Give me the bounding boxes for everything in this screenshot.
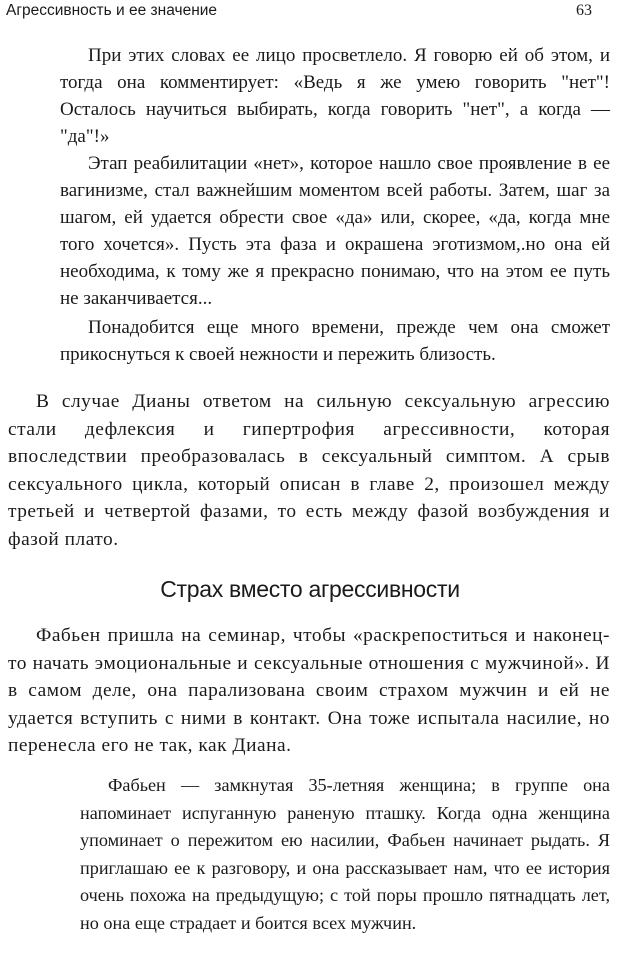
quote-paragraph-2: Этап реабилитации «нет», которое нашло свое проявление в ее вагинизме, стал важнейшим моментом всей работы. Затем, шаг за шагом, ей удается обрести свое «да» или, скорее, «да, когда мне того хочется». Пусть эта фаза и окрашена эготизмом,.но она ей необходима, к тому же я прекрасно понимаю, что на этом ее путь не заканчивается... bbox=[60, 153, 610, 309]
page-header bbox=[6, 2, 592, 24]
body-paragraph-1: В случае Дианы ответом на сильную сексуальную агрессию стали дефлексия и гипертрофия агрессивности, которая впоследствии преобразовалась в сексуальный симптом. А срыв сексуального цикла, который описан в главе 2, произошел между третьей и четвертой фазами, то есть между фазой возбуждения и фазой плато. bbox=[8, 391, 610, 550]
body-paragraph-2: Фабьен пришла на семинар, чтобы «раскрепоститься и наконец-то начать эмоциональные и сексуальные отношения с мужчиной». И в самом деле, она парализована своим страхом мужчин и ей не удается вступить с ними в контакт. Она тоже испытала насилие, но перенесла его не так, как Диана. bbox=[8, 625, 610, 756]
quote-paragraph-1: При этих словах ее лицо просветлело. Я говорю ей об этом, и тогда она комментирует: «Ведь я же умею говорить "нет"! Осталось научиться выбирать, когда говорить "нет", а когда — "да"!» bbox=[60, 45, 610, 147]
page-number: 63 bbox=[576, 2, 592, 19]
running-title: Агрессивность и ее значение bbox=[6, 2, 218, 19]
quote-paragraph-3: Понадобится еще много времени, прежде чем она сможет прикоснуться к своей нежности и пережить близость. bbox=[60, 317, 610, 365]
quote-paragraph-4: Фабьен — замкнутая 35-летняя женщина; в группе она напоминает испуганную раненую пташку. Когда одна женщина упоминает о пережитом ею насилии, Фабьен начинает рыдать. Я приглашаю ее к разговору, и она рассказывает нам, что ее история очень похожа на предыдущую; с той поры прошло пятнадцать лет, но она еще страдает и боится всех мужчин. bbox=[80, 775, 610, 933]
section-heading: Страх вместо агрессивности bbox=[160, 576, 460, 602]
